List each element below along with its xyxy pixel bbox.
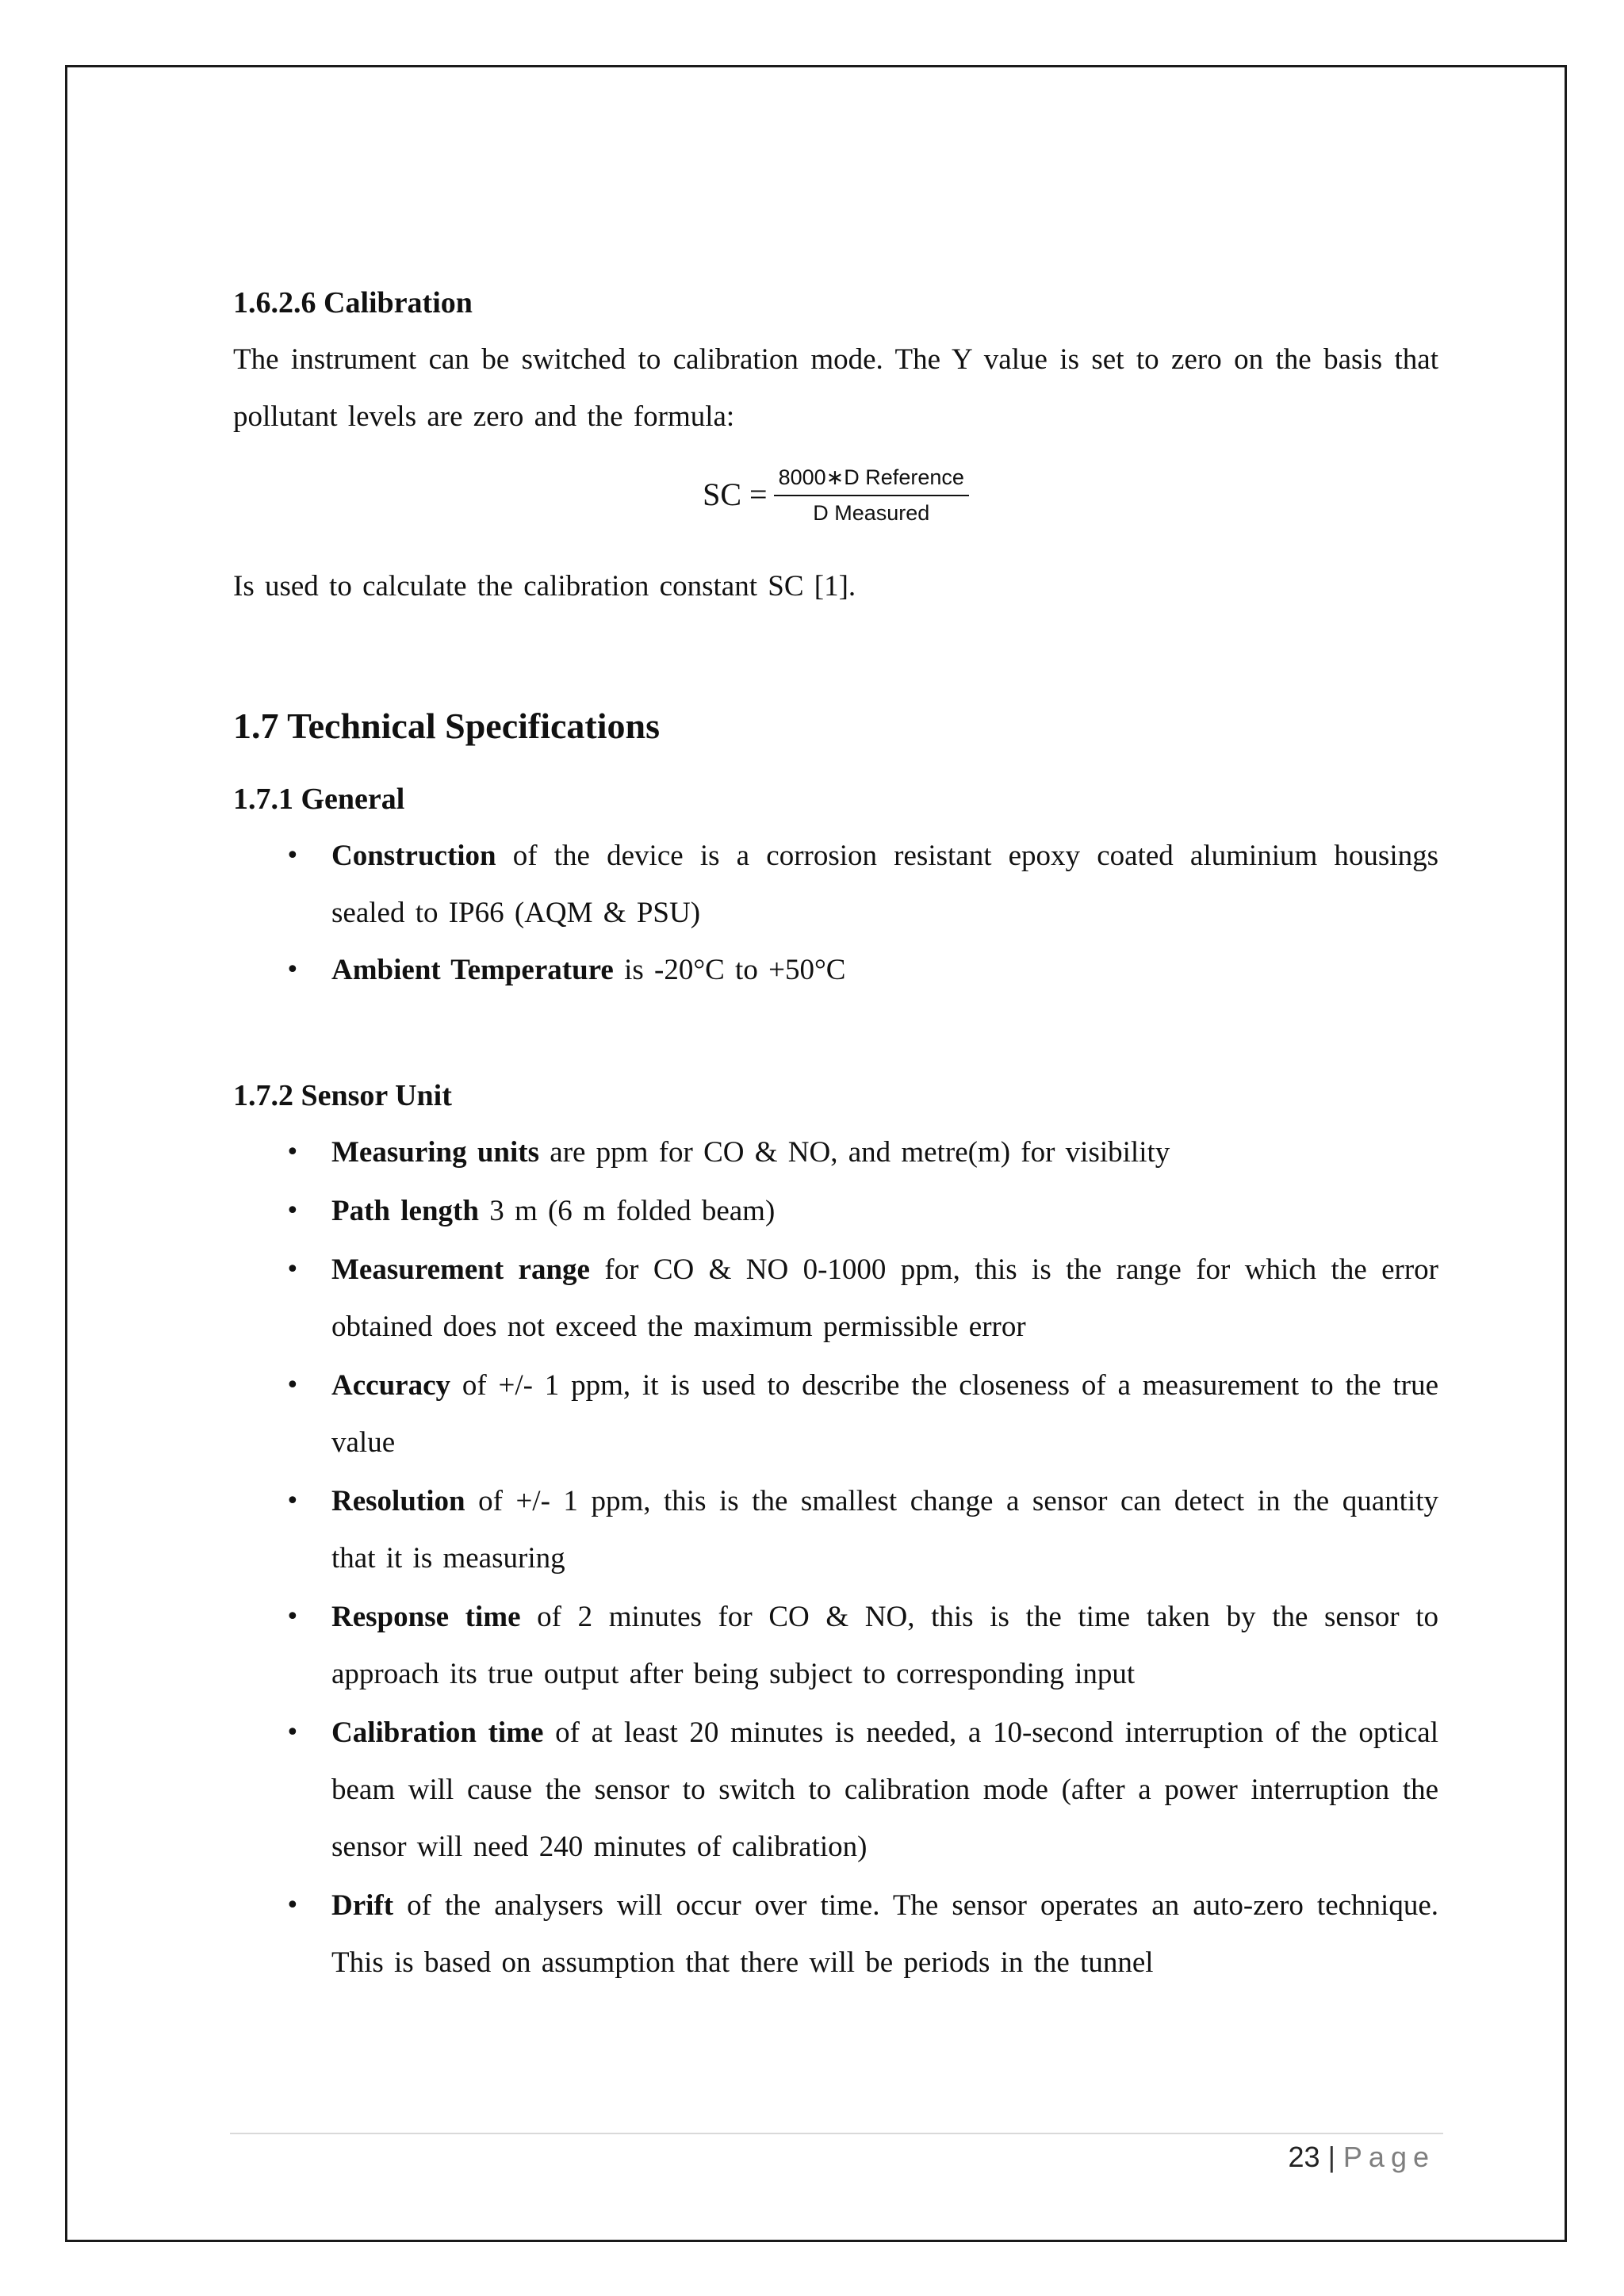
item-term: Resolution <box>331 1485 465 1517</box>
formula-lhs: SC = <box>703 476 768 512</box>
item-term: Drift <box>331 1889 394 1922</box>
list-item <box>233 1124 1438 1181</box>
item-term: Measuring units <box>331 1136 540 1169</box>
item-text: are ppm for CO & NO, and metre(m) for visibility <box>539 1136 1170 1169</box>
sensor-unit-heading: 1.7.2 Sensor Unit <box>233 1079 452 1112</box>
general-heading: 1.7.1 General <box>233 783 405 816</box>
item-text: of +/- 1 ppm, it is used to describe the closeness of a measurement to the true value <box>331 1369 1438 1459</box>
bullet-icon: • <box>285 956 300 984</box>
bullet-icon: • <box>285 1892 300 1919</box>
sensor-unit-list <box>233 1124 1438 1992</box>
page-content <box>233 274 1438 1993</box>
bullet-icon: • <box>285 1372 300 1399</box>
bullet-icon: • <box>285 1719 300 1747</box>
item-text: of the device is a corrosion resistant epoxy coated aluminium housings sealed to IP66 (AQM & PSU) <box>331 840 1438 929</box>
formula-numerator: 8000∗D Reference <box>774 462 969 496</box>
list-item <box>233 1877 1438 1992</box>
item-text: for CO & NO 0-1000 ppm, this is the range for which the error obtained does not exceed the maximum permissible error <box>331 1253 1439 1343</box>
calibration-heading: 1.6.2.6 Calibration <box>233 286 473 320</box>
list-item <box>233 1357 1438 1471</box>
bullet-icon: • <box>285 1487 300 1515</box>
formula-fraction <box>774 462 969 528</box>
section-spacer <box>233 999 1438 1067</box>
item-term: Response time <box>331 1601 521 1633</box>
tech-specs-heading: 1.7 Technical Specifications <box>233 706 660 746</box>
item-term: Calibration time <box>331 1716 544 1749</box>
formula-denominator: D Measured <box>813 500 930 525</box>
item-text: of 2 minutes for CO & NO, this is the time taken by the sensor to approach its true output after being subject to corresponding input <box>331 1601 1438 1690</box>
bullet-icon: • <box>285 1256 300 1284</box>
bullet-icon: • <box>285 842 300 870</box>
item-term: Construction <box>331 840 496 872</box>
calibration-after-formula: Is used to calculate the calibration constant SC [1]. <box>233 570 856 603</box>
bullet-icon: • <box>285 1197 300 1225</box>
item-term: Path length <box>331 1195 479 1227</box>
list-item <box>233 1589 1438 1703</box>
calibration-intro: The instrument can be switched to calibration mode. The Y value is set to zero on the basis that pollutant levels are zero and the formula: <box>233 343 1438 433</box>
bullet-icon: • <box>285 1603 300 1631</box>
page-number: 23 <box>1288 2141 1320 2173</box>
page-footer <box>1289 2141 1435 2174</box>
footer-divider <box>230 2133 1443 2134</box>
item-text: 3 m (6 m folded beam) <box>478 1195 776 1227</box>
general-list <box>233 828 1438 999</box>
footer-separator: | <box>1327 2141 1335 2173</box>
list-item <box>233 1705 1438 1876</box>
list-item <box>233 1183 1438 1240</box>
bullet-icon: • <box>285 1138 300 1166</box>
list-item <box>233 1242 1438 1356</box>
item-text: of the analysers will occur over time. The sensor operates an auto-zero technique. This is based on assumption that there will be periods in the tunnel <box>331 1889 1438 1979</box>
list-item <box>233 828 1438 942</box>
item-term: Measurement range <box>331 1253 590 1286</box>
item-term: Ambient Temperature <box>331 954 614 986</box>
item-term: Accuracy <box>331 1369 450 1402</box>
list-item <box>233 1473 1438 1587</box>
calibration-formula <box>233 455 1438 534</box>
page-label: Page <box>1342 2141 1435 2173</box>
item-text: of at least 20 minutes is needed, a 10-second interruption of the optical beam will cause the sensor to switch to calibration mode (after a power interruption the sensor will need 240 minutes of calibration) <box>331 1716 1439 1863</box>
item-text: is -20°C to +50°C <box>613 954 846 986</box>
list-item <box>233 942 1438 999</box>
item-text: of +/- 1 ppm, this is the smallest change a sensor can detect in the quantity that it is measuring <box>331 1485 1438 1575</box>
